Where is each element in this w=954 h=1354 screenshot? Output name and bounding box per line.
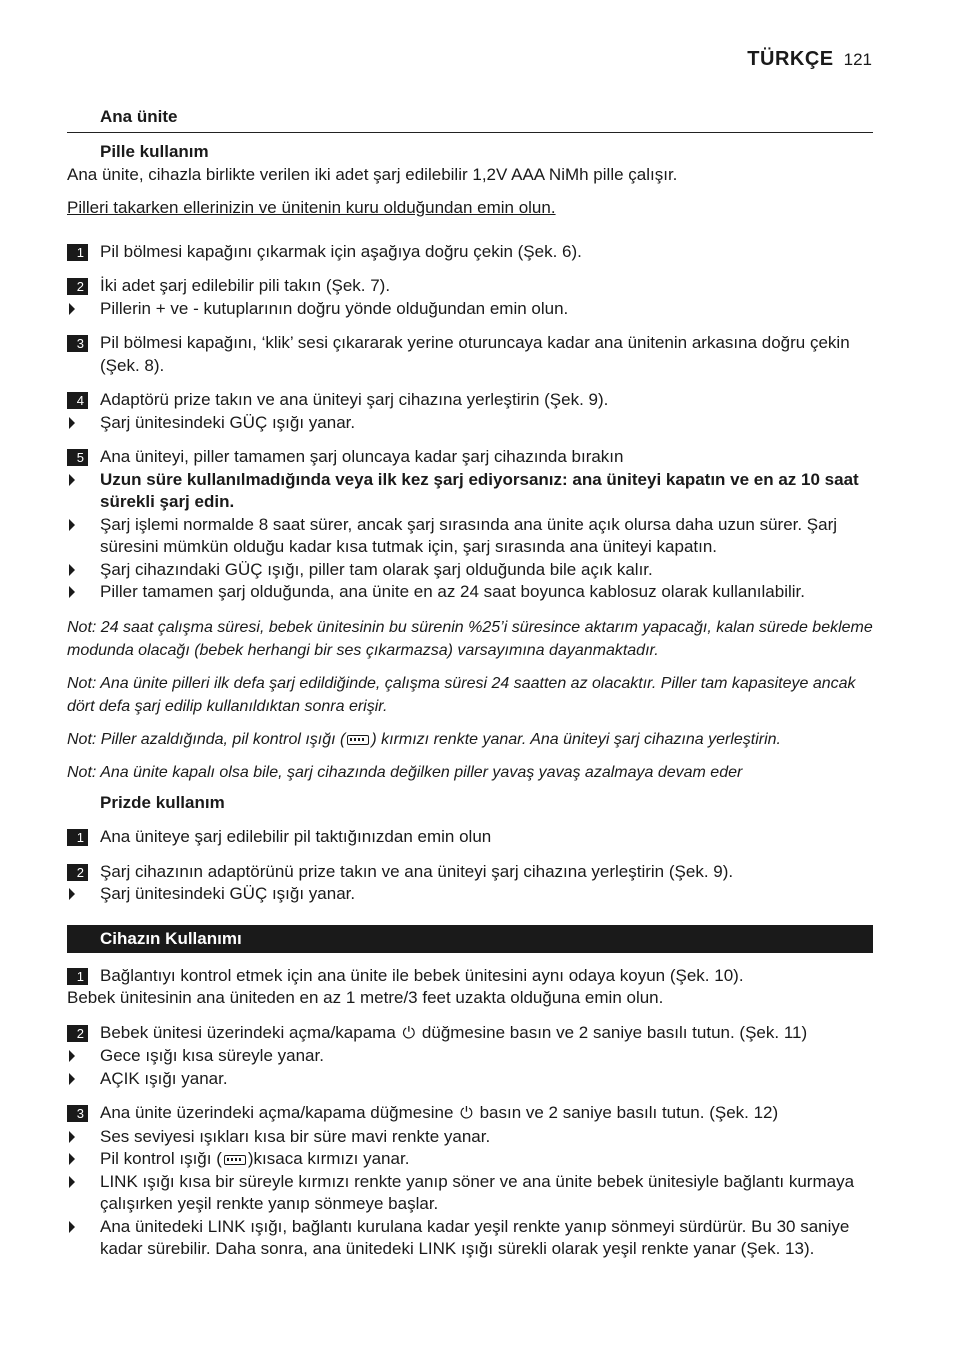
step-number: 1 [67, 244, 88, 261]
step-text-part: Bebek ünitesi üzerindeki açma/kapama [100, 1022, 396, 1042]
step-number: 5 [67, 449, 88, 466]
step-text: Pil bölmesi kapağını, ‘klik’ sesi çıkararak yerine oturuncaya kadar ana ünitenin arkasına doğru çekin (Şek. 8). [100, 333, 850, 375]
step-text-part: düğmesine basın ve 2 saniye basılı tutun. (Şek. 11) [421, 1022, 808, 1042]
step-item [67, 446, 873, 469]
bullet-item [67, 1068, 873, 1091]
note-text: Not: Ana ünite pilleri ilk defa şarj edildiğinde, çalışma süresi 24 saatten az olacaktır. Piller tam kapasiteye ancak dört defa şarj edilip kullanıldıktan sonra erişir. [67, 674, 856, 715]
step-item [67, 826, 873, 849]
triangle-bullet-icon [67, 883, 88, 905]
power-icon: ⏻ [402, 1024, 416, 1042]
bullet-text: Şarj ünitesindeki GÜÇ ışığı yanar. [100, 884, 356, 903]
bullet-text: AÇIK ışığı yanar. [100, 1068, 228, 1088]
step-text: Adaptörü prize takın ve ana üniteyi şarj cihazına yerleştirin (Şek. 9). [100, 390, 609, 409]
step-text [88, 1102, 873, 1126]
step-number: 2 [67, 1025, 88, 1042]
note-text-part: Not: Piller azaldığında, pil kontrol ışığı ( [67, 730, 346, 748]
subsection-battery-use: Pille kullanım [100, 142, 209, 161]
triangle-bullet-icon [67, 1171, 88, 1193]
step-item [67, 332, 873, 377]
language-label: TÜRKÇE [747, 48, 834, 70]
note-text-part: ) kırmızı renkte yanar. Ana üniteyi şarj cihazına yerleştirin. [371, 730, 781, 748]
step-text: Pil bölmesi kapağını çıkarmak için aşağıya doğru çekin (Şek. 6). [100, 241, 582, 261]
bullet-item [67, 581, 873, 604]
section-title-device-use: Cihazın Kullanımı [67, 925, 873, 953]
step-item [67, 1022, 873, 1046]
step-text-part: basın ve 2 saniye basılı tutun. (Şek. 12) [479, 1103, 779, 1122]
step-number: 2 [67, 864, 88, 881]
triangle-bullet-icon [67, 469, 88, 491]
bullet-item [67, 1216, 873, 1261]
step-number: 3 [67, 1105, 88, 1122]
step-text: Şarj cihazının adaptörünü prize takın ve ana üniteyi şarj cihazına yerleştirin (Şek. 9). [100, 861, 734, 881]
triangle-bullet-icon [67, 1216, 88, 1238]
page-content [67, 106, 873, 1261]
bullet-text: LINK ışığı kısa bir süreyle kırmızı renkte yanıp söner ve ana ünite bebek ünitesiyle bağlantı kurmaya çalışırken yeşil renkte yanıp sönmeye başlar. [100, 1171, 855, 1213]
step-text: İki adet şarj edilebilir pili takın (Şek. 7). [100, 276, 391, 295]
bullet-text: Gece ışığı kısa süreyle yanar. [100, 1046, 324, 1065]
bullet-item [67, 298, 873, 321]
subsection-mains-use: Prizde kullanım [100, 792, 225, 812]
step-text-part: Ana ünite üzerindeki açma/kapama düğmesine [100, 1103, 454, 1122]
bullet-item [67, 412, 873, 435]
bullet-text-part: Pil kontrol ışığı ( [100, 1149, 222, 1168]
bullet-text-part: )kısaca kırmızı yanar. [247, 1149, 410, 1168]
step-item [67, 1102, 873, 1126]
bullet-item [67, 1171, 873, 1216]
bullet-item [67, 559, 873, 582]
step-number: 2 [67, 278, 88, 295]
page-number: 121 [843, 50, 872, 69]
note-text: Not: Ana ünite kapalı olsa bile, şarj cihazında değilken piller yavaş yavaş azalmaya devam eder [67, 763, 743, 781]
bullet-text: Şarj işlemi normalde 8 saat sürer, ancak şarj sırasında ana ünite açık olursa daha uzun sürer. Şarj süresini mümkün olduğu kadar kısa tutmak için, şarj sırasında ana üniteyi kapatın. [100, 514, 838, 556]
step-text [88, 1022, 873, 1046]
bullet-item [67, 514, 873, 559]
bullet-text: Şarj cihazındaki GÜÇ ışığı, piller tam olarak şarj olduğunda bile açık kalır. [100, 559, 653, 579]
triangle-bullet-icon [67, 1045, 88, 1067]
bullet-text: Pillerin + ve - kutuplarının doğru yönde olduğundan emin olun. [100, 298, 569, 318]
note-text [67, 728, 873, 751]
step-item [67, 861, 873, 884]
triangle-bullet-icon [67, 1126, 88, 1148]
bullet-text [88, 1148, 873, 1171]
triangle-bullet-icon [67, 581, 88, 603]
page-header [747, 48, 872, 71]
triangle-bullet-icon [67, 1148, 88, 1170]
triangle-bullet-icon [67, 514, 88, 536]
bullet-item [67, 1148, 873, 1171]
power-icon: ⏻ [460, 1105, 473, 1122]
step-item [67, 275, 873, 298]
triangle-bullet-icon [67, 1068, 88, 1090]
triangle-bullet-icon [67, 298, 88, 320]
triangle-bullet-icon [67, 412, 88, 434]
triangle-bullet-icon [67, 559, 88, 581]
battery-icon [224, 1155, 246, 1165]
step-number: 3 [67, 335, 88, 352]
step-number: 1 [67, 829, 88, 846]
bullet-text: Piller tamamen şarj olduğunda, ana ünite en az 24 saat boyunca kablosuz olarak kullanılabilir. [100, 582, 805, 601]
bullet-text: Şarj ünitesindeki GÜÇ ışığı yanar. [100, 412, 356, 432]
step-text: Ana üniteye şarj edilebilir pil taktığınızdan emin olun [100, 827, 492, 846]
intro-text: Ana ünite, cihazla birlikte verilen iki adet şarj edilebilir 1,2V AAA NiMh pille çalışır. [67, 164, 678, 184]
step-item [67, 389, 873, 412]
battery-icon [347, 735, 369, 745]
bullet-text: Ana ünitedeki LINK ışığı, bağlantı kurulana kadar yeşil renkte yanıp sönmeyi sürdürür. Bu 30 saniye kadar sürebilir. Daha sonra, ana ünitedeki LINK ışığı sürekli olarak yeşil renkte yanar (Şek. 13). [100, 1216, 850, 1258]
step-text: Ana üniteyi, piller tamamen şarj oluncaya kadar şarj cihazında bırakın [100, 447, 624, 466]
bullet-text-bold: Uzun süre kullanılmadığında veya ilk kez şarj ediyorsanız: ana üniteyi kapatın ve en az 10 saat sürekli şarj edin. [100, 469, 859, 511]
step-text: Bağlantıyı kontrol etmek için ana ünite ile bebek ünitesini aynı odaya koyun (Şek. 10). [100, 965, 744, 985]
bullet-item [67, 1126, 873, 1149]
step-item [67, 965, 873, 988]
step-number: 1 [67, 968, 88, 985]
bullet-text: Ses seviyesi ışıkları kısa bir süre mavi renkte yanar. [100, 1126, 491, 1146]
step-number: 4 [67, 392, 88, 409]
step-note: Bebek ünitesinin ana üniteden en az 1 metre/3 feet uzakta olduğuna emin olun. [67, 988, 664, 1007]
bullet-item [67, 469, 873, 514]
section-title-main-unit: Ana ünite [67, 106, 873, 133]
step-item [67, 241, 873, 264]
bullet-item [67, 1045, 873, 1068]
note-text: Not: 24 saat çalışma süresi, bebek ünitesinin bu sürenin %25’i süresince aktarım yapacağı, kalan sürede bekleme modunda olacağı (bebek herhangi bir ses çıkarmazsa) varsayımına dayanmaktadır. [67, 618, 873, 659]
warning-text: Pilleri takarken ellerinizin ve ünitenin kuru olduğundan emin olun. [67, 198, 556, 217]
bullet-item [67, 883, 873, 906]
